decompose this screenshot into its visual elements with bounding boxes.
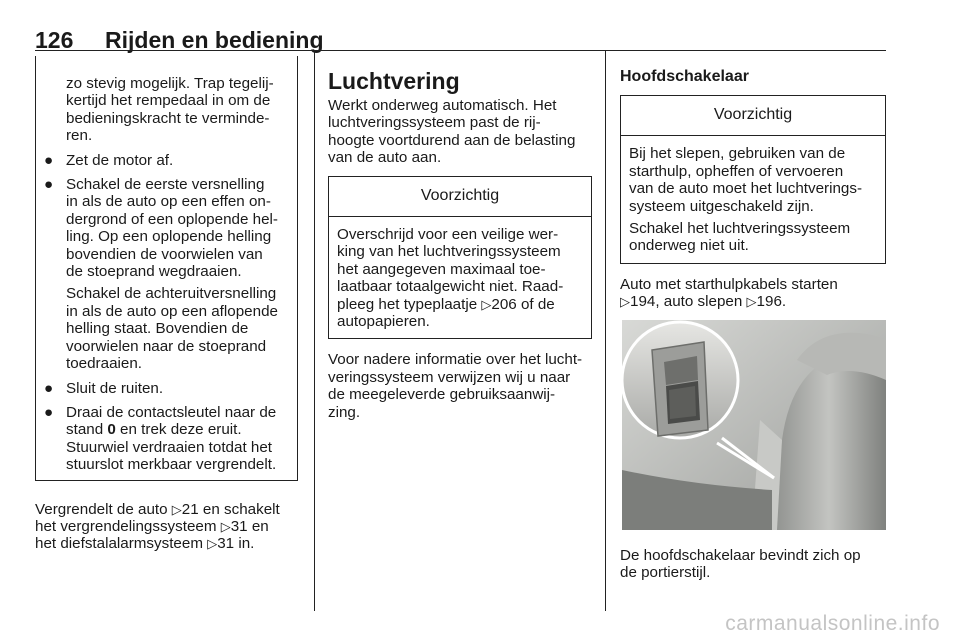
list-item: ● Schakel de eerste versnelling in als de auto op een effen on- dergrond of een oplopende hel- ling. Op een oplopende helling bovendien de voorwielen van de stoeprand wegdraaien.	[44, 176, 278, 281]
outro-paragraph: Voor nadere informatie over het lucht- veringssysteem verwijzen wij u naar de meegeleverde gebruiksaanwij- zing.	[328, 351, 583, 421]
caution-box	[328, 176, 592, 340]
main-switch-photo	[622, 320, 886, 530]
bullet-icon: ●	[44, 403, 54, 421]
caution-title: Voorzichtig	[621, 96, 885, 136]
page-number: 126	[35, 27, 74, 53]
section-heading: Hoofdschakelaar	[620, 68, 749, 85]
reference-paragraph: Auto met starthulpkabels starten ▷194, auto slepen ▷196.	[620, 275, 838, 311]
xref-icon: ▷	[620, 294, 630, 310]
xref-icon: ▷	[171, 501, 182, 517]
list-item-continuation: Schakel de achteruitversnelling in als de auto op een aflopende helling staat. Bovendien de voorwielen naar de stoeprand toedraaien.	[66, 285, 278, 373]
caution-box	[620, 95, 886, 264]
xref-icon: ▷	[220, 518, 231, 534]
bullet-icon: ●	[44, 151, 54, 169]
photo-caption: De hoofdschakelaar bevindt zich op de portierstijl.	[620, 547, 861, 582]
column-right	[620, 68, 886, 311]
intro-paragraph: Werkt onderweg automatisch. Het luchtveringssysteem past de rij- hoogte voortdurend aan de belasting van de auto aan.	[328, 97, 576, 167]
column-middle	[328, 68, 592, 421]
xref-icon: ▷	[207, 536, 218, 552]
xref-icon: ▷	[481, 296, 492, 312]
column-left	[35, 56, 298, 553]
list-item: ● Zet de motor af.	[44, 151, 174, 169]
column-divider-1	[314, 51, 315, 611]
bullet-icon: ●	[44, 176, 54, 194]
xref-icon: ▷	[746, 294, 757, 310]
box-continuation: zo stevig mogelijk. Trap tegelij- kertijd het rempedaal in om de bedieningskracht te verminde- ren.	[66, 75, 274, 145]
header-rule	[35, 50, 886, 51]
caution-text: Overschrijd voor een veilige wer- king van het luchtveringssysteem het aangegeven maximaal toe- laatbaar totaalgewicht niet. Raad- pleeg het typeplaatje ▷206 of de autopapieren.	[337, 226, 564, 331]
lock-info-paragraph: Vergrendelt de auto ▷21 en schakelt het vergrendelingssysteem ▷31 en het diefstalalarmsysteem ▷31 in.	[35, 500, 280, 553]
caution-text: Bij het slepen, gebruiken van de starthulp, opheffen of vervoeren van de auto moet het luchtverings- systeem uitgeschakeld zijn. Schakel het luchtveringssysteem onderweg niet uit.	[629, 145, 863, 255]
bullet-icon: ●	[44, 379, 54, 397]
section-heading: Luchtvering	[328, 68, 460, 94]
caution-title: Voorzichtig	[329, 177, 591, 217]
column-divider-2	[605, 51, 606, 611]
watermark: carmanualsonline.info	[725, 612, 940, 635]
list-item: ● Draai de contactsleutel naar de stand 0 en trek deze eruit. Stuurwiel verdraaien totdat het stuurslot merkbaar vergrendelt.	[44, 403, 277, 474]
list-item: ● Sluit de ruiten.	[44, 379, 164, 397]
section-title: Rijden en bediening	[105, 27, 324, 53]
procedure-box	[35, 56, 298, 481]
